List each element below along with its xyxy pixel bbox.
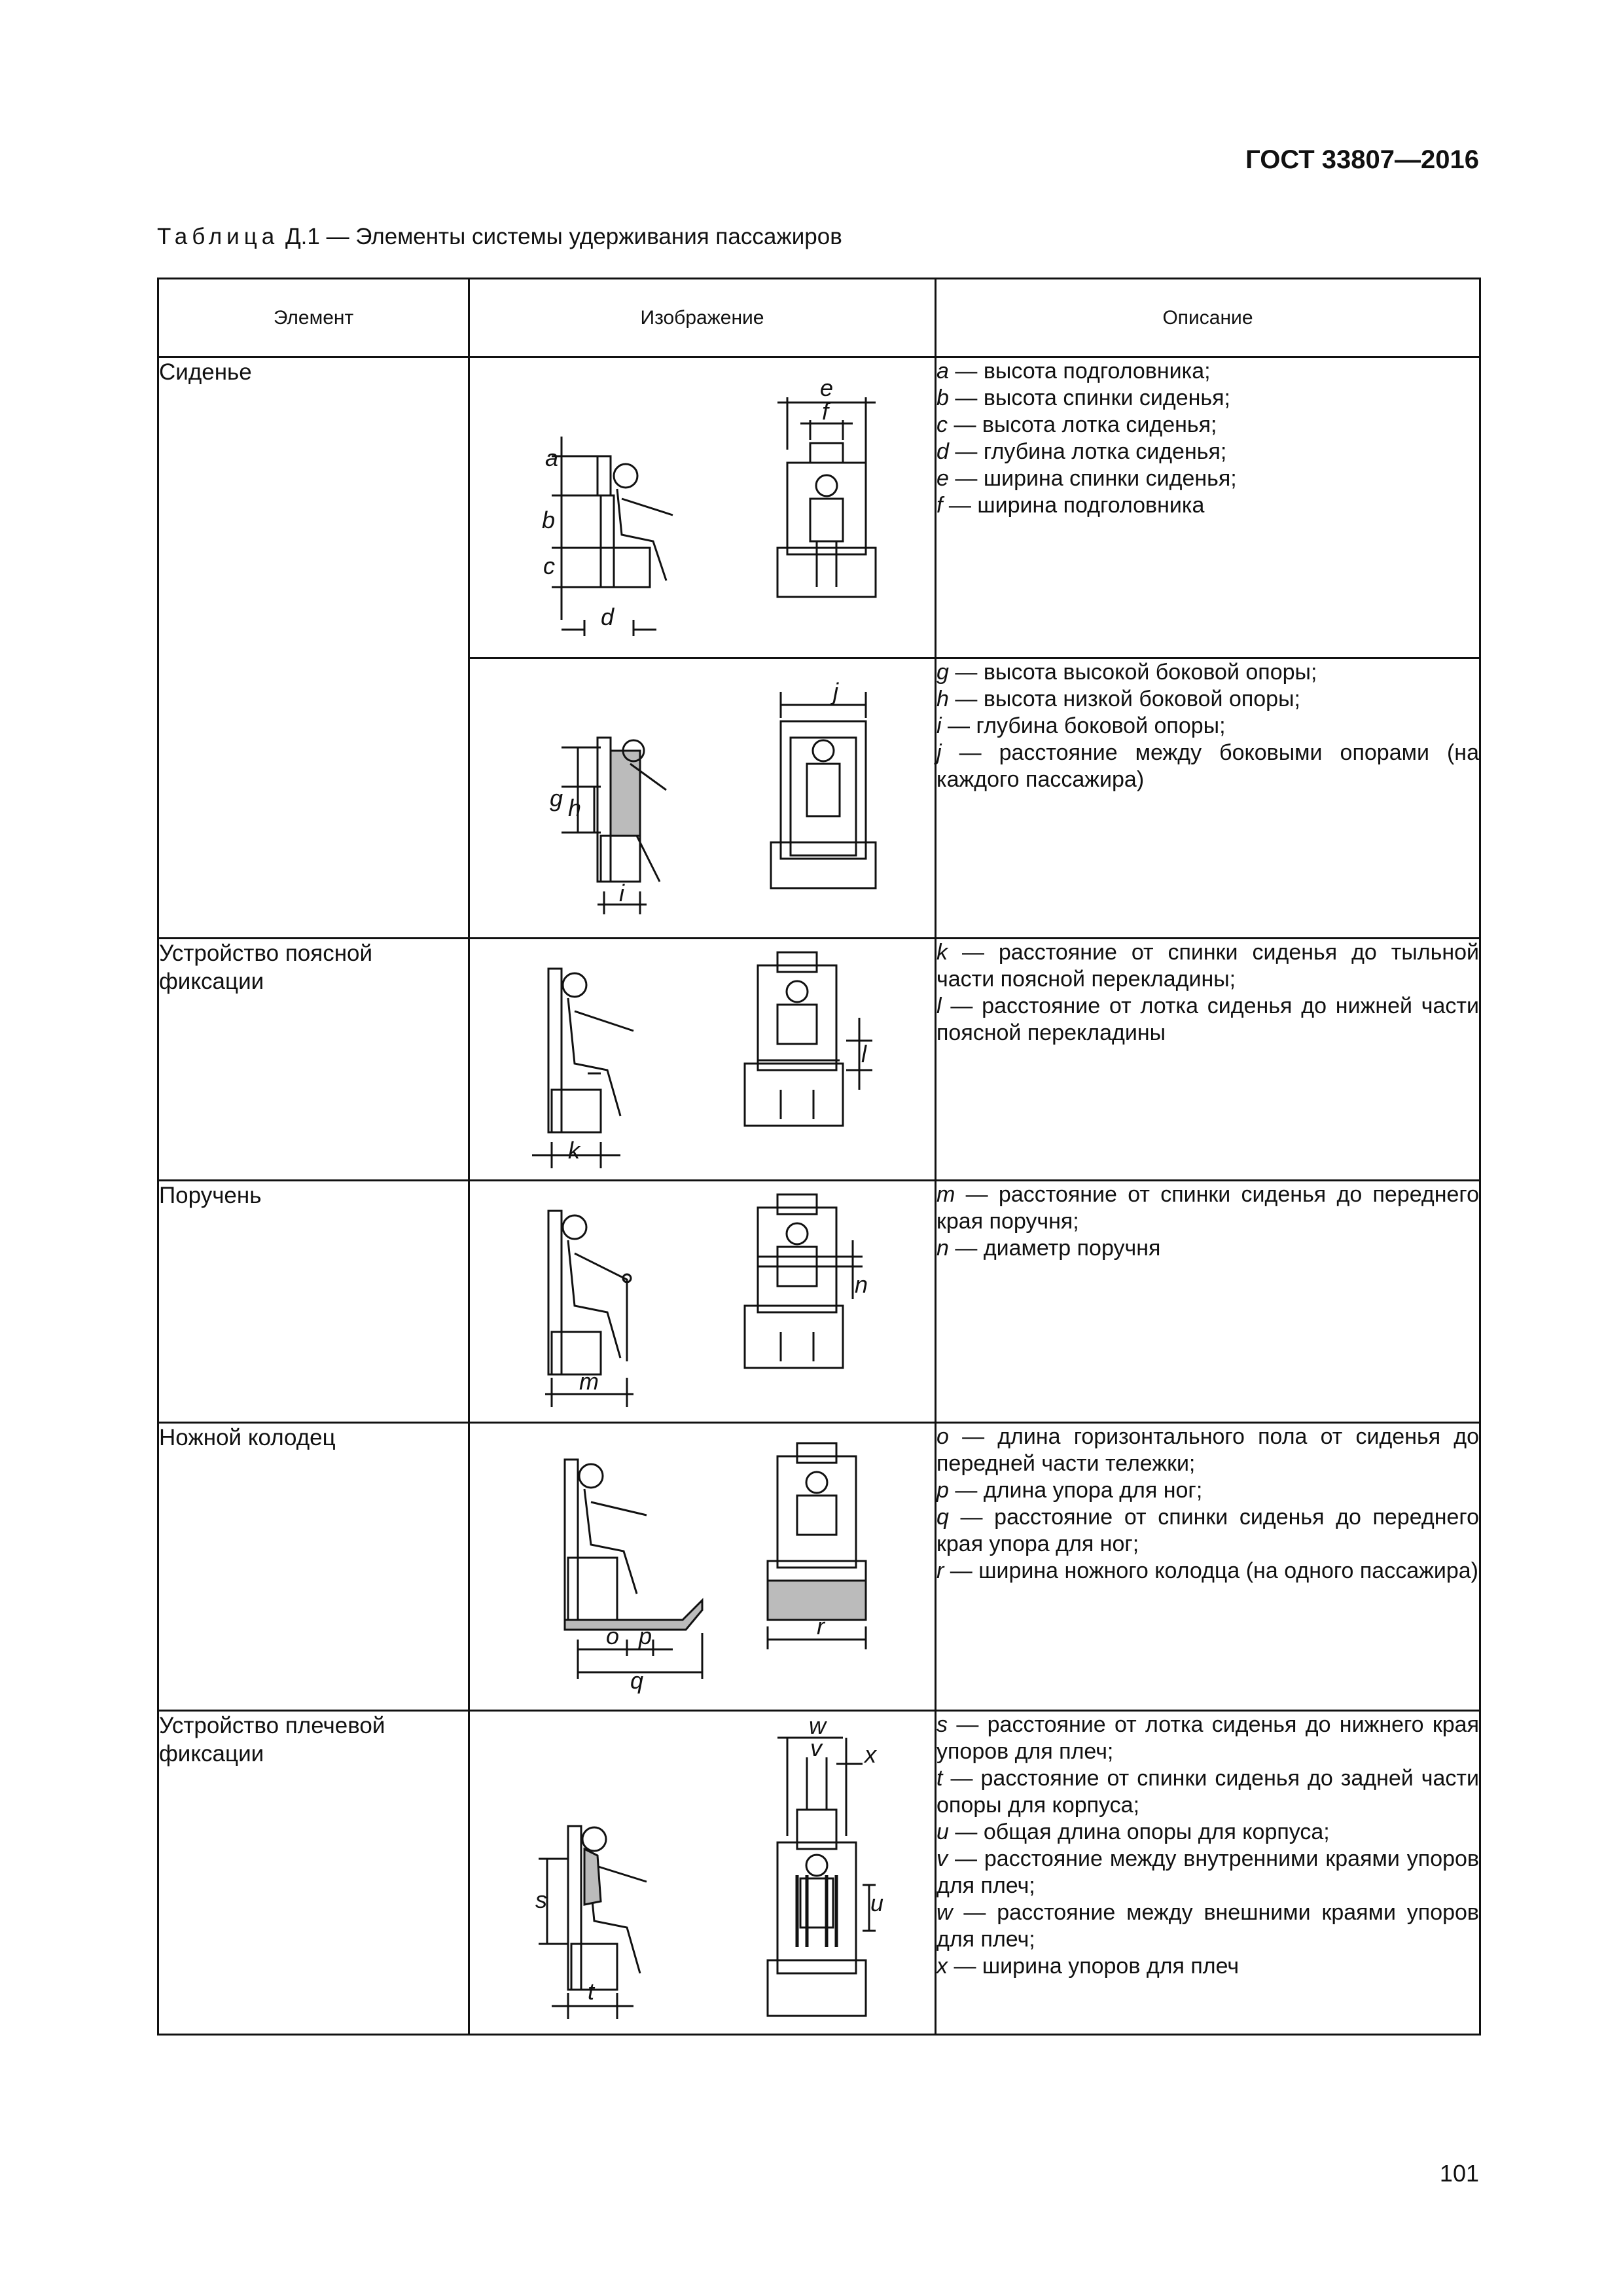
dim-label-e: e [820, 374, 834, 401]
dim-label-c: c [543, 552, 555, 579]
handrail-diagram [470, 1181, 936, 1422]
dim-label-h: h [568, 795, 582, 821]
column-header-image: Изображение [469, 279, 936, 357]
dim-label-d: d [601, 603, 615, 630]
shoulder-restraint-diagram-cell [469, 1711, 936, 2035]
footwell-diagram [470, 1424, 936, 1710]
description-cell-footwell: o — длина горизонтального пола от сиденья до передней части тележки; p — длина упора для ног; q — расстояние от спинки сиденья до переднего края упора для ног; r — ширина ножного колодца (на одного пассажира) [936, 1423, 1480, 1711]
page-number: 101 [1439, 2160, 1479, 2187]
dim-label-a: a [545, 444, 559, 471]
table-row [158, 357, 1480, 658]
element-cell-seat: Сиденье [158, 357, 469, 939]
table-row [158, 1181, 1480, 1423]
table-row [158, 1711, 1480, 2035]
dim-label-r: r [817, 1613, 825, 1640]
dim-label-w: w [809, 1712, 826, 1739]
dim-label-j: j [833, 678, 838, 705]
handrail-diagram-cell [469, 1181, 936, 1423]
dim-label-t: t [588, 1978, 595, 2005]
dim-label-f: f [822, 398, 829, 425]
table-caption [157, 224, 842, 250]
seat-dimensions-diagram [470, 358, 936, 657]
element-cell-lap-bar: Устройство поясной фиксации [158, 939, 469, 1181]
description-cell-seat: a — высота подголовника; b — высота спинки сиденья; c — высота лотка сиденья; d — глубина лотка сиденья; e — ширина спинки сиденья; f — ширина подголовника [936, 357, 1480, 658]
shoulder-restraint-diagram [470, 1712, 936, 2034]
table-header-row [158, 279, 1480, 357]
dim-label-g: g [550, 785, 563, 812]
table-row [158, 1423, 1480, 1711]
description-cell-shoulder-restraint: s — расстояние от лотка сиденья до нижнего края упоров для плеч; t — расстояние от спинки сиденья до задней части опоры для корпуса; u — общая длина опоры для корпуса; v — расстояние между внутренними краями упоров для плеч; w — расстояние между внешними краями упоров для плеч; x — ширина упоров для плеч [936, 1711, 1480, 2035]
dim-label-v: v [810, 1734, 822, 1761]
element-cell-footwell: Ножной колодец [158, 1423, 469, 1711]
footwell-diagram-cell [469, 1423, 936, 1711]
dim-label-m: m [579, 1368, 599, 1395]
dim-label-i: i [619, 880, 624, 906]
dim-label-s: s [535, 1886, 547, 1913]
table-caption-title: Д.1 — Элементы системы удерживания пассажиров [285, 224, 842, 249]
description-cell-side-supports: g — высота высокой боковой опоры; h — высота низкой боковой опоры; i — глубина боковой опоры; j — расстояние между боковыми опорами (на каждого пассажира) [936, 658, 1480, 939]
description-cell-handrail: m — расстояние от спинки сиденья до переднего края поручня; n — диаметр поручня [936, 1181, 1480, 1423]
element-cell-handrail: Поручень [158, 1181, 469, 1423]
table-caption-prefix: Таблица [157, 224, 279, 249]
dim-label-p: p [639, 1623, 652, 1649]
dim-label-b: b [542, 507, 556, 533]
dim-label-o: o [606, 1623, 620, 1649]
lap-bar-diagram [470, 939, 936, 1179]
document-standard-number: ГОСТ 33807—2016 [1245, 145, 1479, 174]
dim-label-n: n [855, 1271, 868, 1298]
element-cell-shoulder-restraint: Устройство плечевой фиксации [158, 1711, 469, 2035]
dim-label-x: x [865, 1741, 876, 1768]
dim-label-k: k [568, 1137, 580, 1164]
dim-label-u: u [870, 1890, 884, 1916]
description-cell-lap-bar: k — расстояние от спинки сиденья до тыльной части поясной перекладины; l — расстояние от лотка сиденья до нижней части поясной перекладины [936, 939, 1480, 1181]
side-support-diagram [470, 659, 936, 937]
side-support-diagram-cell [469, 658, 936, 939]
dim-label-l: l [861, 1041, 866, 1067]
column-header-element: Элемент [158, 279, 469, 357]
lap-bar-diagram-cell [469, 939, 936, 1181]
table-row [158, 939, 1480, 1181]
column-header-description: Описание [936, 279, 1480, 357]
passenger-restraint-table [157, 278, 1481, 2036]
dim-label-q: q [630, 1667, 644, 1694]
seat-diagram-cell [469, 357, 936, 658]
